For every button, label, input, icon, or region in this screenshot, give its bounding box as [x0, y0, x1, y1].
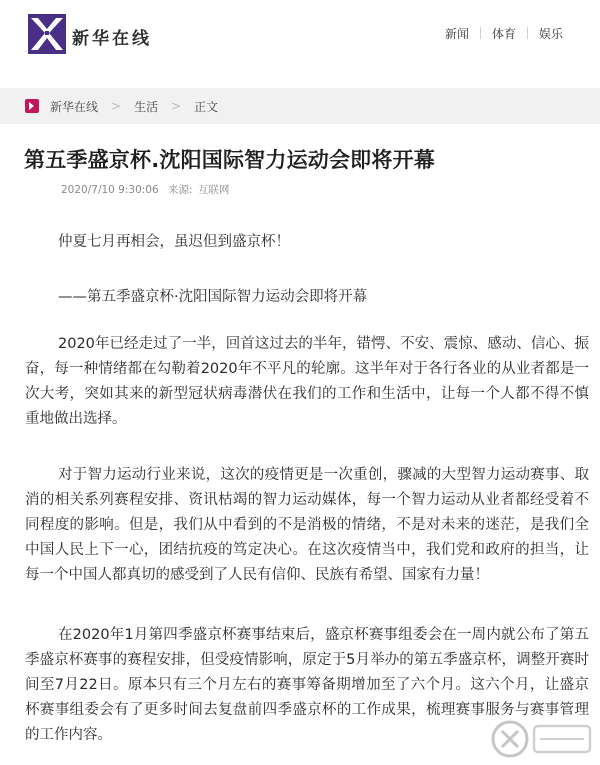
article-meta — [61, 182, 235, 197]
top-nav — [434, 25, 574, 41]
article-source: 互联网 — [197, 184, 230, 196]
nav-item-entertainment[interactable]: 娱乐 — [539, 26, 564, 41]
breadcrumb — [0, 88, 600, 124]
article-paragraph: 在2020年1月第四季盛京杯赛事结束后，盛京杯赛事组委会在一周内就公布了第五季盛京杯赛事的赛程安排，但受疫情影响，原定于5月举办的第五季盛京杯，调整开赛时间至7月22日。原本只有三个月左右的赛事筹备期增加至了六个月。这六个月，让盛京杯赛事组委会有了更多时间去复盘前四季盛京杯的工作成果，梳理赛事服务与赛事管理的工作内容。 — [25, 627, 589, 743]
watermark-logo-icon — [488, 716, 596, 762]
article-paragraph: 对于智力运动行业来说，这次的疫情更是一次重创，骤减的大型智力运动赛事、取消的相关系列赛程安排、资讯枯竭的智力运动媒体，每一个智力运动从业者都经受着不同程度的影响。但是，我们从中看到的不是消极的情绪，不是对未来的迷茫，是我们全中国人民上下一心，团结抗疫的笃定决心。在这次疫情当中，我们党和政府的担当，让每一个中国人都真切的感受到了人民有信仰、民族有希望、国家有力量！ — [25, 467, 589, 583]
article-paragraph: 仲夏七月再相会，虽迟但到盛京杯！ — [58, 234, 290, 250]
home-icon[interactable] — [25, 99, 39, 113]
source-label: 来源: — [168, 184, 193, 196]
breadcrumb-home[interactable]: 新华在线 — [50, 99, 99, 114]
article-paragraph: ——第五季盛京杯·沈阳国际智力运动会即将开幕 — [58, 289, 368, 305]
logo-text: 新华在线 — [72, 29, 152, 49]
breadcrumb-life[interactable]: 生活 — [134, 99, 159, 114]
site-logo[interactable] — [28, 14, 154, 56]
article-paragraph: 2020年已经走过了一半，回首这过去的半年，错愕、不安、震惊、感动、信心、振奋，每一种情绪都在勾勒着2020年不平凡的轮廓。这半年对于各行各业的从业者都是一次大考，突如其来的新型冠状病毒潜伏在我们的工作和生活中，让每一个人都不得不慎重地做出选择。 — [25, 336, 589, 427]
breadcrumb-separator: > — [171, 99, 182, 113]
article-title: 第五季盛京杯.沈阳国际智力运动会即将开幕 — [24, 148, 435, 172]
nav-item-sports[interactable]: 体育 — [492, 26, 517, 41]
nav-item-news[interactable]: 新闻 — [445, 26, 470, 41]
xinhua-logo-icon — [28, 14, 66, 54]
breadcrumb-current: 正文 — [194, 99, 219, 114]
article-date: 2020/7/10 9:30:06 — [61, 184, 159, 196]
site-header — [0, 0, 600, 72]
breadcrumb-separator: > — [111, 99, 122, 113]
